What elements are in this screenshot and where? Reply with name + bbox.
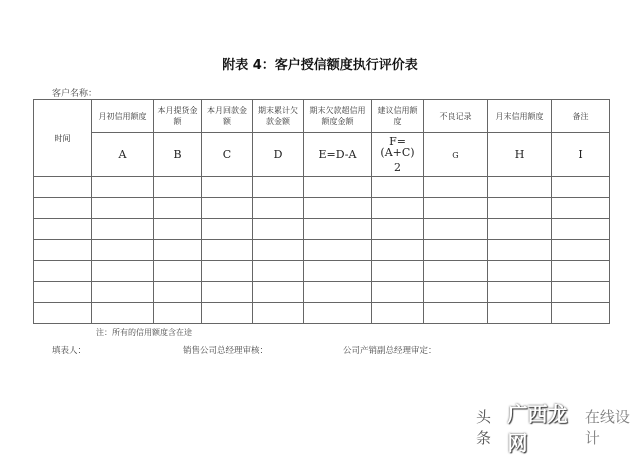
table-cell (154, 198, 202, 219)
table-cell (372, 219, 424, 240)
header-closing-credit: 月末信用额度 (488, 100, 552, 133)
table-note: 注：所有的信用额度含在途 (96, 328, 192, 337)
code-h: H (488, 133, 552, 177)
table-cell (34, 219, 92, 240)
formula-f-denominator: 2 (394, 161, 401, 174)
table-cell (488, 198, 552, 219)
table-cell (154, 303, 202, 324)
table-cell (92, 261, 154, 282)
customer-name-label: 客户名称： (52, 89, 98, 99)
table-cell (202, 282, 253, 303)
table-cell (424, 177, 488, 198)
table-cell (424, 198, 488, 219)
table-cell (34, 303, 92, 324)
table-cell (424, 219, 488, 240)
table-cell (304, 303, 372, 324)
table-cell (202, 261, 253, 282)
code-b: B (154, 133, 202, 177)
code-f (372, 133, 424, 177)
table-cell (34, 240, 92, 261)
table-cell (488, 282, 552, 303)
table-cell (253, 261, 304, 282)
code-e: E=D-A (304, 133, 372, 177)
table-cell (304, 219, 372, 240)
table-cell (253, 198, 304, 219)
watermark (476, 402, 640, 455)
table-row (34, 240, 610, 261)
header-bad-record: 不良记录 (424, 100, 488, 133)
code-i: I (552, 133, 610, 177)
table-cell (202, 303, 253, 324)
table-cell (304, 177, 372, 198)
table-cell (253, 240, 304, 261)
table-cell (253, 282, 304, 303)
formula-f-numerator: F=(A+C) (380, 135, 415, 159)
table-cell (552, 303, 610, 324)
table-row (34, 303, 610, 324)
code-a: A (92, 133, 154, 177)
table-cell (424, 303, 488, 324)
table-cell (552, 240, 610, 261)
table-cell (202, 198, 253, 219)
table-cell (92, 240, 154, 261)
table-cell (92, 198, 154, 219)
watermark-prefix: 头条 (476, 408, 492, 447)
table-cell (488, 177, 552, 198)
table-cell (253, 177, 304, 198)
time-header: 时间 (34, 100, 92, 177)
table-cell (304, 198, 372, 219)
table-cell (552, 261, 610, 282)
table-cell (253, 303, 304, 324)
filler-signature-label: 填表人： (52, 346, 87, 356)
table-row (34, 219, 610, 240)
code-d: D (253, 133, 304, 177)
sales-gm-signature-label: 销售公司总经理审核： (183, 346, 269, 356)
table-cell (552, 198, 610, 219)
table-cell (202, 240, 253, 261)
table-cell (34, 177, 92, 198)
table-cell (488, 303, 552, 324)
table-cell (34, 282, 92, 303)
table-cell (552, 282, 610, 303)
table-row (34, 261, 610, 282)
table-cell (552, 219, 610, 240)
table-cell (372, 282, 424, 303)
table-cell (424, 261, 488, 282)
table-cell (202, 219, 253, 240)
table-row (34, 177, 610, 198)
watermark-logo: 广西龙网 (507, 402, 568, 455)
table-cell (202, 177, 253, 198)
deputy-gm-signature-label: 公司产销副总经理审定： (343, 346, 437, 356)
table-cell (424, 240, 488, 261)
table-cell (488, 261, 552, 282)
header-monthly-pickup: 本月提货金额 (154, 100, 202, 133)
table-cell (372, 177, 424, 198)
table-cell (154, 261, 202, 282)
table-cell (92, 282, 154, 303)
table-cell (154, 219, 202, 240)
header-over-limit-arrears: 期末欠款超信用额度金额 (304, 100, 372, 133)
code-c: C (202, 133, 253, 177)
table-cell (424, 282, 488, 303)
table-cell (154, 282, 202, 303)
evaluation-table (33, 99, 610, 324)
table-cell (154, 240, 202, 261)
table-cell (92, 303, 154, 324)
table-cell (372, 198, 424, 219)
table-cell (304, 261, 372, 282)
header-suggested-credit: 建议信用额度 (372, 100, 424, 133)
table-cell (552, 177, 610, 198)
watermark-rest: 在线设计 (584, 408, 630, 447)
table-row (34, 198, 610, 219)
table-cell (304, 282, 372, 303)
header-closing-arrears: 期末累计欠款金额 (253, 100, 304, 133)
table-cell (92, 219, 154, 240)
table-cell (304, 240, 372, 261)
table-cell (488, 219, 552, 240)
table-cell (372, 261, 424, 282)
table-cell (488, 240, 552, 261)
table-cell (92, 177, 154, 198)
header-remarks: 备注 (552, 100, 610, 133)
table-cell (372, 303, 424, 324)
table-cell (154, 177, 202, 198)
page-title: 附表 4：客户授信额度执行评价表 (222, 58, 418, 73)
table-cell (34, 198, 92, 219)
empty-rows (34, 177, 610, 324)
table-cell (372, 240, 424, 261)
table-row (34, 282, 610, 303)
header-monthly-payment: 本月回款金额 (202, 100, 253, 133)
header-opening-credit: 月初信用额度 (92, 100, 154, 133)
table-cell (34, 261, 92, 282)
table-cell (253, 219, 304, 240)
code-g: G (424, 133, 488, 177)
